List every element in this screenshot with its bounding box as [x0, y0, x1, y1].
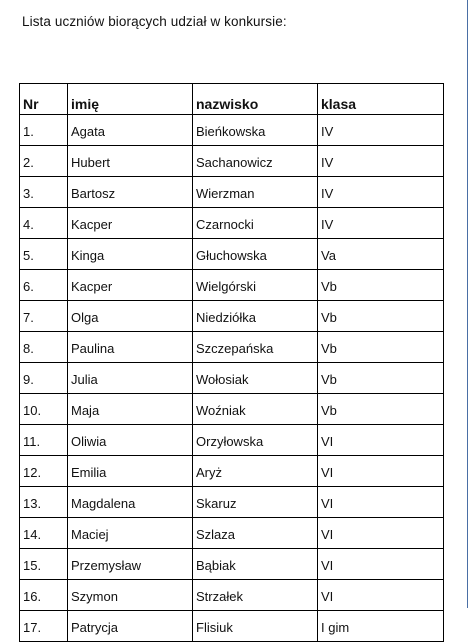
cell-nr: 3. [20, 177, 68, 208]
table-row [20, 146, 444, 177]
table-body [20, 115, 444, 642]
cell-imie: Kacper [68, 270, 193, 301]
cell-klasa: VI [318, 549, 444, 580]
cell-imie: Patrycja [68, 611, 193, 642]
cell-klasa: Vb [318, 394, 444, 425]
cell-klasa: Vb [318, 332, 444, 363]
table-row [20, 239, 444, 270]
table-row [20, 487, 444, 518]
cell-nazwisko: Szlaza [193, 518, 318, 549]
cell-nazwisko: Bieńkowska [193, 115, 318, 146]
cell-imie: Hubert [68, 146, 193, 177]
cell-nr: 15. [20, 549, 68, 580]
table-row [20, 425, 444, 456]
header-row [20, 84, 444, 115]
header-nazwisko: nazwisko [193, 84, 318, 115]
cell-imie: Magdalena [68, 487, 193, 518]
cell-klasa: Vb [318, 301, 444, 332]
cell-nr: 4. [20, 208, 68, 239]
cell-klasa: IV [318, 146, 444, 177]
table-row [20, 456, 444, 487]
cell-nazwisko: Orzyłowska [193, 425, 318, 456]
cell-imie: Emilia [68, 456, 193, 487]
cell-imie: Oliwia [68, 425, 193, 456]
cell-nr: 10. [20, 394, 68, 425]
cell-imie: Maja [68, 394, 193, 425]
cell-nazwisko: Aryż [193, 456, 318, 487]
table-row [20, 115, 444, 146]
cell-imie: Przemysław [68, 549, 193, 580]
cell-nazwisko: Czarnocki [193, 208, 318, 239]
cell-nr: 16. [20, 580, 68, 611]
table-row [20, 270, 444, 301]
table-row [20, 177, 444, 208]
table-row [20, 549, 444, 580]
cell-nr: 17. [20, 611, 68, 642]
cell-klasa: I gim [318, 611, 444, 642]
cell-nr: 12. [20, 456, 68, 487]
table-row [20, 301, 444, 332]
cell-imie: Julia [68, 363, 193, 394]
header-imie: imię [68, 84, 193, 115]
cell-klasa: IV [318, 208, 444, 239]
cell-nr: 7. [20, 301, 68, 332]
table-row [20, 611, 444, 642]
cell-klasa: VI [318, 487, 444, 518]
cell-imie: Bartosz [68, 177, 193, 208]
cell-klasa: VI [318, 580, 444, 611]
cell-imie: Kacper [68, 208, 193, 239]
cell-klasa: Va [318, 239, 444, 270]
cell-klasa: IV [318, 115, 444, 146]
cell-imie: Olga [68, 301, 193, 332]
cell-nr: 8. [20, 332, 68, 363]
cell-klasa: VI [318, 425, 444, 456]
cell-nazwisko: Flisiuk [193, 611, 318, 642]
cell-nazwisko: Głuchowska [193, 239, 318, 270]
header-nr: Nr [20, 84, 68, 115]
cell-imie: Maciej [68, 518, 193, 549]
table-row [20, 394, 444, 425]
cell-nazwisko: Skaruz [193, 487, 318, 518]
cell-nazwisko: Szczepańska [193, 332, 318, 363]
cell-klasa: VI [318, 456, 444, 487]
cell-nazwisko: Woźniak [193, 394, 318, 425]
header-klasa: klasa [318, 84, 444, 115]
cell-nr: 9. [20, 363, 68, 394]
cell-nazwisko: Wierzman [193, 177, 318, 208]
cell-nr: 2. [20, 146, 68, 177]
table-header [20, 84, 444, 115]
cell-imie: Kinga [68, 239, 193, 270]
cell-nr: 13. [20, 487, 68, 518]
table-row [20, 518, 444, 549]
cell-nr: 14. [20, 518, 68, 549]
cell-nazwisko: Wielgórski [193, 270, 318, 301]
page-heading: Lista uczniów biorących udział w konkursie: [22, 14, 287, 29]
cell-klasa: IV [318, 177, 444, 208]
cell-klasa: VI [318, 518, 444, 549]
cell-klasa: Vb [318, 363, 444, 394]
cell-nr: 6. [20, 270, 68, 301]
cell-nazwisko: Niedziółka [193, 301, 318, 332]
cell-imie: Agata [68, 115, 193, 146]
table-row [20, 580, 444, 611]
cell-nazwisko: Strzałek [193, 580, 318, 611]
table-row [20, 363, 444, 394]
table-row [20, 332, 444, 363]
cell-nazwisko: Sachanowicz [193, 146, 318, 177]
cell-nazwisko: Bąbiak [193, 549, 318, 580]
students-table [19, 83, 444, 642]
cell-nr: 5. [20, 239, 68, 270]
cell-klasa: Vb [318, 270, 444, 301]
cell-nr: 1. [20, 115, 68, 146]
cell-imie: Paulina [68, 332, 193, 363]
cell-nazwisko: Wołosiak [193, 363, 318, 394]
cell-imie: Szymon [68, 580, 193, 611]
cell-nr: 11. [20, 425, 68, 456]
table-row [20, 208, 444, 239]
